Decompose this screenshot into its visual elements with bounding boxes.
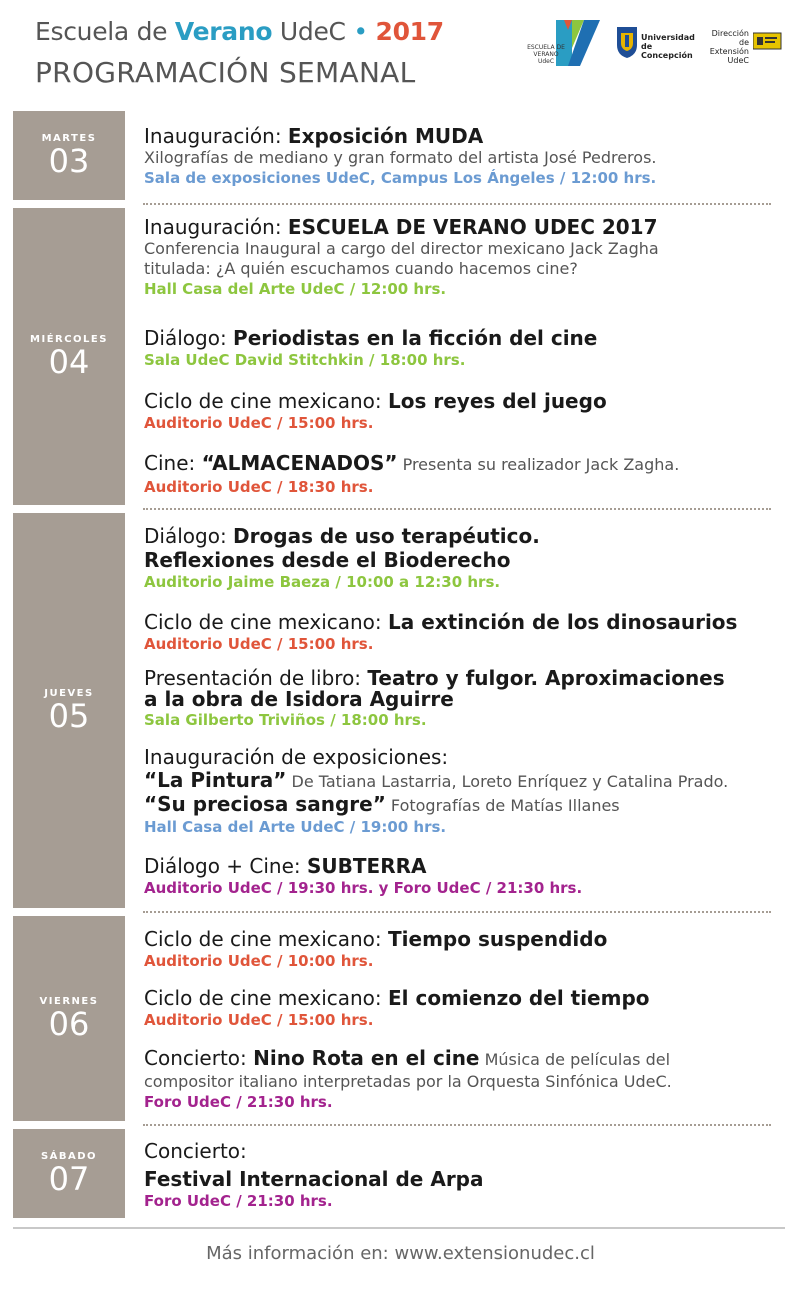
event-title-line — [144, 668, 784, 689]
day-number: 06 — [48, 1005, 90, 1043]
day-name: MARTES — [41, 133, 97, 144]
event-title-line — [144, 986, 784, 1010]
event-prefix: Concierto: — [144, 1046, 254, 1070]
event-venue: Foro UdeC / 21:30 hrs. — [144, 1093, 333, 1111]
event-title: Los reyes del juego — [388, 389, 607, 413]
event-item — [144, 986, 784, 1030]
event-title: Tiempo suspendido — [388, 927, 608, 951]
extension-logo-text: Dirección de Extensión UdeC — [709, 29, 749, 65]
event-item — [144, 451, 784, 497]
event-item — [144, 610, 784, 654]
event-venue: Auditorio UdeC / 15:00 hrs. — [144, 635, 374, 653]
day-name: VIERNES — [39, 996, 99, 1007]
event-item — [144, 389, 784, 433]
event-item — [144, 1046, 784, 1112]
event-title: Nino Rota en el cine — [253, 1046, 480, 1070]
event-item — [144, 854, 784, 898]
event-prefix: Ciclo de cine mexicano: — [144, 986, 389, 1010]
event-venue: Sala Gilberto Triviños / 18:00 hrs. — [144, 711, 427, 729]
event-venue: Auditorio UdeC / 15:00 hrs. — [144, 414, 374, 432]
event-prefix: Presentación de libro: — [144, 666, 368, 690]
event-title-line — [144, 326, 784, 350]
day-separator — [143, 911, 771, 913]
event-title-line — [144, 1167, 784, 1191]
event-title-line — [144, 610, 784, 634]
event-title-line — [144, 548, 784, 572]
udec-logo-text: Universidad de Concepción — [641, 33, 695, 60]
day-number: 04 — [48, 343, 90, 381]
day-block-sabado — [13, 1129, 125, 1218]
event-prefix: Diálogo + Cine: — [144, 854, 308, 878]
page-subtitle: PROGRAMACIÓN SEMANAL — [35, 56, 416, 89]
event-title: Periodistas en la ficción del cine — [233, 326, 598, 350]
event-venue: Auditorio Jaime Baeza / 10:00 a 12:30 hrs. — [144, 573, 501, 591]
day-block-miercoles — [13, 208, 125, 505]
event-item — [144, 746, 784, 837]
event-prefix: Ciclo de cine mexicano: — [144, 927, 389, 951]
event-item — [144, 215, 784, 299]
event-title-line — [144, 769, 784, 793]
escuela-verano-logo-text: ESCUELA DE VERANO UdeC — [527, 44, 565, 65]
event-title: Exposición MUDA — [287, 124, 484, 148]
event-prefix: Inauguración: — [144, 124, 288, 148]
event-title-line — [144, 793, 784, 817]
event-title-line — [144, 854, 784, 878]
event-title-continued: a la obra de Isidora Aguirre — [144, 687, 454, 711]
event-prefix: Diálogo: — [144, 326, 234, 350]
event-venue: Hall Casa del Arte UdeC / 12:00 hrs. — [144, 280, 447, 298]
event-venue: Sala de exposiciones UdeC, Campus Los Ángeles / 12:00 hrs. — [144, 169, 657, 187]
event-title-continued: Reflexiones desde el Bioderecho — [144, 548, 511, 572]
event-venue: Auditorio UdeC / 15:00 hrs. — [144, 1011, 374, 1029]
event-item — [144, 1139, 784, 1211]
event-description: Conferencia Inaugural a cargo del director mexicano Jack Zagha — [144, 239, 659, 258]
header — [0, 0, 801, 110]
udec-logo — [615, 23, 695, 67]
event-title-line — [144, 689, 784, 710]
event-description: Xilografías de mediano y gran formato del artista José Pedreros. — [144, 148, 657, 167]
title-verano: Verano — [174, 17, 273, 46]
day-name: SÁBADO — [40, 1151, 98, 1162]
event-item — [144, 927, 784, 971]
footer-info: Más información en: www.extensionudec.cl — [206, 1243, 595, 1264]
title-udec: UdeC — [279, 17, 346, 46]
event-inline-description: Presenta su realizador Jack Zagha. — [397, 455, 680, 474]
event-prefix: Cine: — [144, 451, 202, 475]
day-name: JUEVES — [44, 688, 94, 699]
event-item — [144, 524, 784, 592]
day-number: 07 — [48, 1160, 90, 1198]
event-title: “ALMACENADOS” — [201, 451, 398, 475]
extension-logo — [703, 25, 788, 69]
event-venue: Hall Casa del Arte UdeC / 19:00 hrs. — [144, 818, 447, 836]
event-title-line — [144, 215, 784, 239]
event-venue: Auditorio UdeC / 10:00 hrs. — [144, 952, 374, 970]
event-venue: Auditorio UdeC / 18:30 hrs. — [144, 478, 374, 496]
event-title-line — [144, 451, 784, 477]
day-separator — [143, 508, 771, 510]
escuela-verano-logo — [520, 18, 605, 70]
event-title-line — [144, 927, 784, 951]
logos — [520, 15, 790, 75]
event-item — [144, 326, 784, 370]
day-block-viernes — [13, 916, 125, 1121]
event-title: Teatro y fulgor. Aproximaciones — [367, 666, 725, 690]
event-title-line: Inauguración de exposiciones: — [144, 745, 449, 769]
event-venue: Auditorio UdeC / 19:30 hrs. y Foro UdeC / 21:30 hrs. — [144, 879, 583, 897]
event-title: ESCUELA DE VERANO UDEC 2017 — [287, 215, 658, 239]
event-title-line — [144, 124, 784, 148]
event-prefix: Ciclo de cine mexicano: — [144, 610, 389, 634]
event-title-line — [144, 389, 784, 413]
footer-divider — [13, 1227, 785, 1229]
event-description: compositor italiano interpretadas por la Orquesta Sinfónica UdeC. — [144, 1072, 672, 1091]
event-inline-description: Fotografías de Matías Illanes — [385, 796, 620, 815]
day-separator — [143, 1124, 771, 1126]
day-number: 05 — [48, 697, 90, 735]
day-name: MIÉRCOLES — [30, 334, 108, 345]
day-block-jueves — [13, 513, 125, 908]
event-title: La extinción de los dinosaurios — [388, 610, 738, 634]
event-inline-description: Música de películas del — [479, 1050, 671, 1069]
event-title — [35, 17, 444, 46]
event-title: Festival Internacional de Arpa — [144, 1167, 484, 1191]
event-description: titulada: ¿A quién escuchamos cuando hacemos cine? — [144, 259, 578, 278]
event-item — [144, 668, 784, 730]
day-separator — [143, 203, 771, 205]
day-block-martes — [13, 111, 125, 200]
event-item — [144, 124, 784, 188]
event-title: El comienzo del tiempo — [388, 986, 650, 1010]
event-prefix: Ciclo de cine mexicano: — [144, 389, 389, 413]
title-year: 2017 — [375, 17, 444, 46]
event-title-line — [144, 524, 784, 548]
event-venue: Foro UdeC / 21:30 hrs. — [144, 1192, 333, 1210]
event-venue: Sala UdeC David Stitchkin / 18:00 hrs. — [144, 351, 466, 369]
event-title: “Su preciosa sangre” — [144, 792, 386, 816]
event-title: Drogas de uso terapéutico. — [233, 524, 540, 548]
event-title: SUBTERRA — [307, 854, 427, 878]
day-number: 03 — [48, 142, 90, 180]
title-dot: • — [353, 17, 368, 46]
event-title-line: Concierto: — [144, 1139, 247, 1163]
event-prefix: Inauguración: — [144, 215, 288, 239]
title-prefix: Escuela de — [35, 17, 168, 46]
event-inline-description: De Tatiana Lastarria, Loreto Enríquez y Catalina Prado. — [286, 772, 729, 791]
event-prefix: Diálogo: — [144, 524, 234, 548]
event-title: “La Pintura” — [144, 768, 287, 792]
event-title-line — [144, 1046, 784, 1072]
